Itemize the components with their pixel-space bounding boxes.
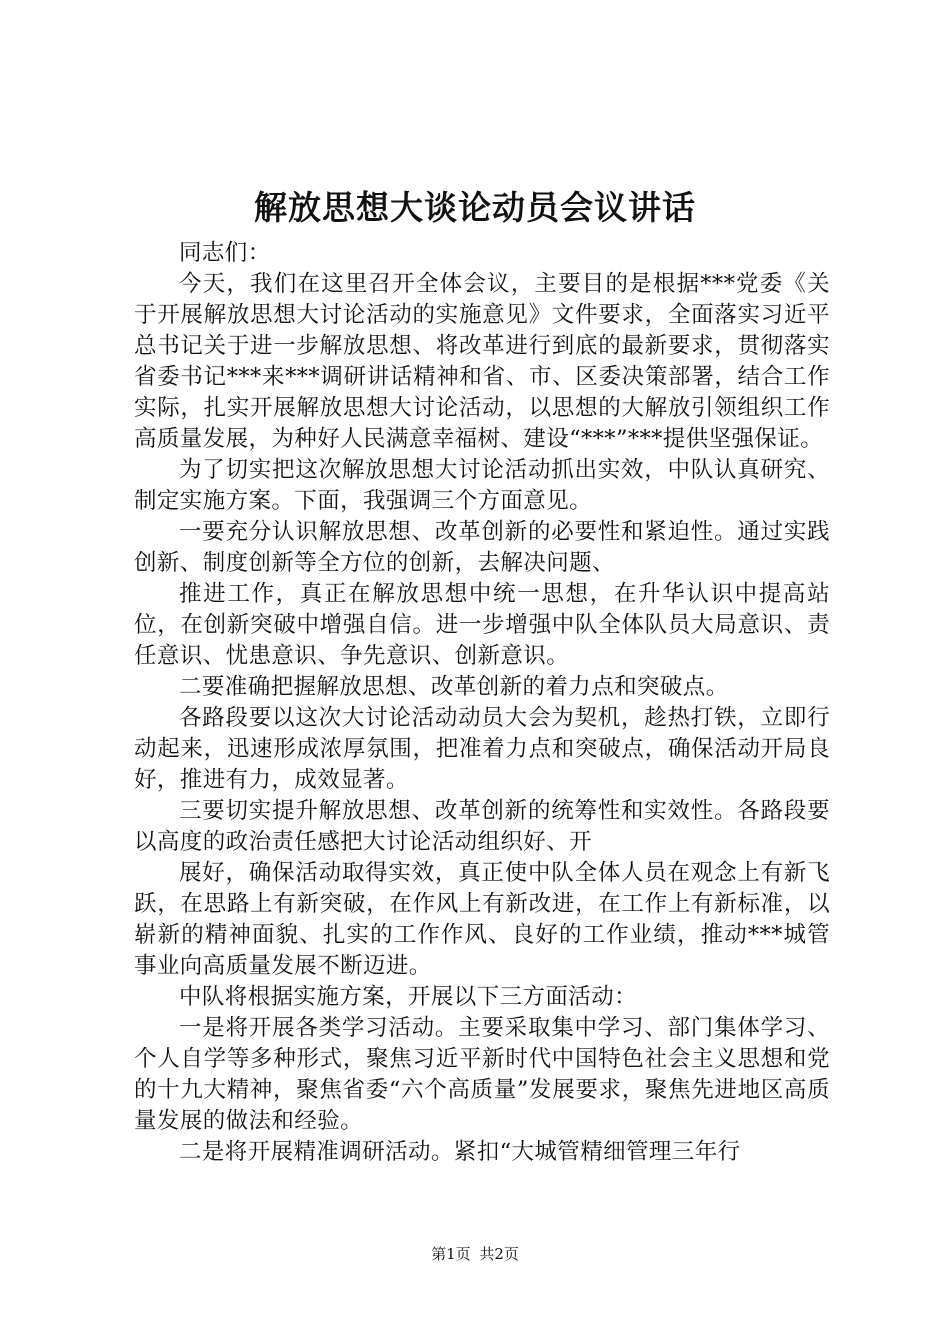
page-number: 第1页 xyxy=(431,1245,471,1263)
body-paragraph: 一要充分认识解放思想、改革创新的必要性和紧迫性。通过实践创新、制度创新等全方位的创新，去解决问题、 xyxy=(134,519,830,576)
document-body xyxy=(134,238,830,1168)
page-footer xyxy=(0,1244,950,1264)
body-paragraph: 各路段要以这次大讨论活动动员大会为契机，趁热打铁，立即行动起来，迅速形成浓厚氛围，把准着力点和突破点，确保活动开局良好，推进有力，成效显著。 xyxy=(134,705,830,793)
greeting-paragraph: 同志们： xyxy=(179,240,271,266)
body-paragraph: 二要准确把握解放思想、改革创新的着力点和突破点。 xyxy=(179,674,729,700)
page-total: 共2页 xyxy=(479,1245,519,1263)
body-paragraph: 三要切实提升解放思想、改革创新的统筹性和实效性。各路段要以高度的政治责任感把大讨论活动组织好、开 xyxy=(134,798,830,855)
body-paragraph: 中队将根据实施方案，开展以下三方面活动： xyxy=(179,984,638,1010)
body-paragraph: 为了切实把这次解放思想大讨论活动抓出实效，中队认真研究、制定实施方案。下面，我强调三个方面意见。 xyxy=(134,457,830,514)
body-paragraph: 推进工作，真正在解放思想中统一思想，在升华认识中提高站位，在创新突破中增强自信。进一步增强中队全体队员大局意识、责任意识、忧患意识、争先意识、创新意识。 xyxy=(134,581,830,669)
body-paragraph: 二是将开展精准调研活动。紧扣“大城管精细管理三年行 xyxy=(179,1139,741,1165)
body-paragraph: 展好，确保活动取得实效，真正使中队全体人员在观念上有新飞跃，在思路上有新突破，在作风上有新改进，在工作上有新标准，以崭新的精神面貌、扎实的工作作风、良好的工作业绩，推动***城管事业向高质量发展不断迈进。 xyxy=(134,860,830,979)
body-paragraph: 今天，我们在这里召开全体会议，主要目的是根据***党委《关于开展解放思想大讨论活动的实施意见》文件要求，全面落实习近平总书记关于进一步解放思想、将改革进行到底的最新要求，贯彻落实省委书记***来***调研讲话精神和省、市、区委决策部署，结合工作实际，扎实开展解放思想大讨论活动，以思想的大解放引领组织工作高质量发展，为种好人民满意幸福树、建设“***”***提供坚强保证。 xyxy=(134,271,830,452)
document-title: 解放思想大谈论动员会议讲话 xyxy=(254,188,696,227)
body-paragraph: 一是将开展各类学习活动。主要采取集中学习、部门集体学习、个人自学等多种形式，聚焦习近平新时代中国特色社会主义思想和党的十九大精神，聚焦省委“六个高质量”发展要求，聚焦先进地区高质量发展的做法和经验。 xyxy=(134,1015,830,1134)
